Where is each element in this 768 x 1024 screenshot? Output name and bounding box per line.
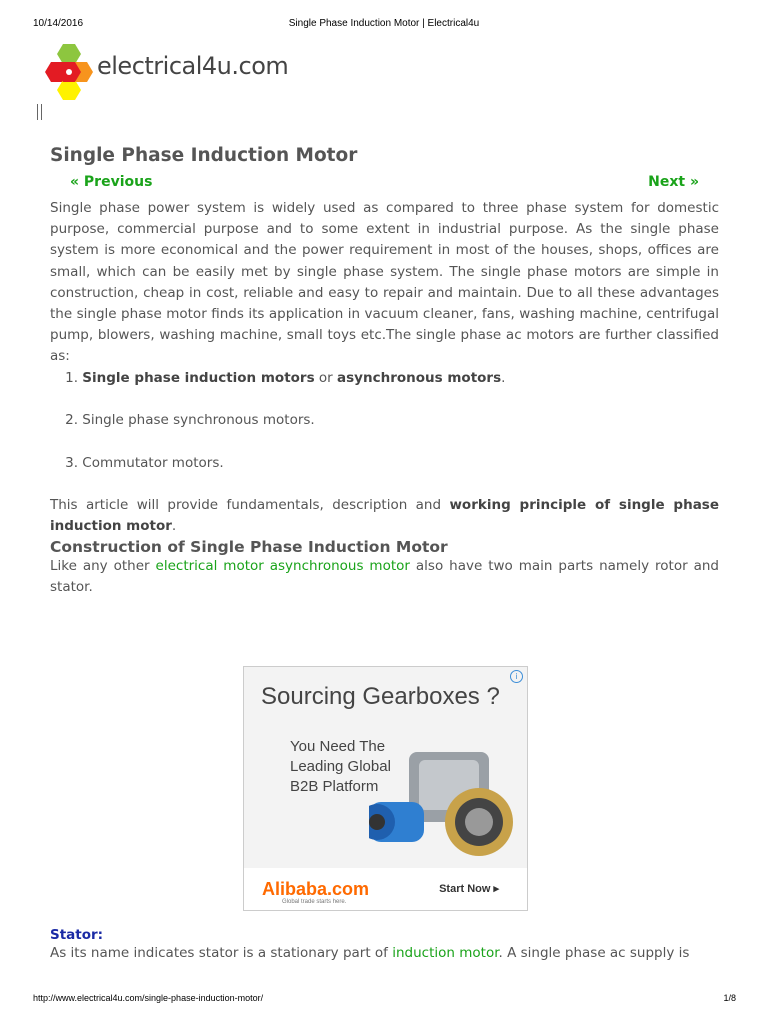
stator-section <box>50 927 719 964</box>
paragraph-text: This article will provide fundamentals, description and <box>50 497 450 514</box>
print-page-title: Single Phase Induction Motor | Electrical4u <box>288 18 480 29</box>
construction-paragraph <box>50 556 719 598</box>
logo-hexagon-icon <box>45 42 101 100</box>
stator-paragraph <box>50 943 719 964</box>
article-nav <box>50 174 719 196</box>
article-title: Single Phase Induction Motor <box>50 145 358 166</box>
ad-brand-sub: Global trade starts here. <box>282 899 347 905</box>
alibaba-logo <box>262 879 370 905</box>
paragraph-text: . <box>171 518 177 535</box>
paragraph-text: . A single phase ac supply is <box>498 945 690 961</box>
start-now-button[interactable]: Start Now ▸ <box>439 883 499 895</box>
paragraph-bold: working principle of single phase induction motor <box>50 497 719 535</box>
site-logo[interactable] <box>45 42 305 100</box>
motor-link[interactable]: electrical motor asynchronous motor <box>155 557 410 574</box>
list-text: . <box>501 369 506 386</box>
list-item <box>50 410 719 453</box>
ad-footer-strip <box>244 868 527 910</box>
ad-brand: Alibaba.com <box>262 879 370 899</box>
ad-headline: Sourcing Gearboxes ? <box>261 683 500 710</box>
stator-heading: Stator: <box>50 927 104 943</box>
article-content <box>50 145 719 598</box>
ad-tagline-line: Leading Global <box>290 758 391 775</box>
construction-heading: Construction of Single Phase Induction Motor <box>50 537 448 556</box>
motor-types-list <box>50 368 719 496</box>
gearbox-image <box>369 742 519 867</box>
logo-text: electrical4u.com <box>97 52 289 80</box>
print-url: http://www.electrical4u.com/single-phase-induction-motor/ <box>33 993 264 1003</box>
induction-motor-link[interactable]: induction motor <box>392 945 499 961</box>
list-bold: asynchronous motors <box>337 369 502 386</box>
article-paragraph <box>50 495 719 537</box>
advertisement[interactable] <box>243 666 528 911</box>
ad-tagline-line: You Need The <box>290 738 386 755</box>
list-item <box>50 368 719 411</box>
list-number: 2. <box>65 412 78 429</box>
list-text: Single phase synchronous motors. <box>82 412 315 429</box>
paragraph-text: also have two main parts namely rotor and stator. <box>50 557 719 595</box>
list-text: or <box>314 369 338 386</box>
paragraph-text: As its name indicates stator is a stationary part of <box>50 945 393 961</box>
list-bold: Single phase induction motors <box>82 369 315 386</box>
list-number: 3. <box>65 454 78 471</box>
text-cursor <box>37 104 42 120</box>
previous-link[interactable]: « Previous <box>70 174 153 190</box>
print-date: 10/14/2016 <box>33 18 84 29</box>
list-number: 1. <box>65 369 78 386</box>
list-text: Commutator motors. <box>82 454 224 471</box>
info-icon[interactable]: i <box>510 670 523 683</box>
intro-paragraph: Single phase power system is widely used as compared to three phase system for domestic purpose, commercial purpose and to some extent in industrial purpose. As the single phase system is more economical and the power requirement in most of the houses, shops, offices are small, which can be easily met by single phase system. The single phase motors are simple in construction, cheap in cost, reliable and easy to repair and maintain. Due to all these advantages the single phase motor finds its application in vacuum cleaner, fans, washing machine, centrifugal pump, blowers, washing machine, small toys etc.The single phase ac motors are further classified as: <box>50 200 719 365</box>
paragraph-text: Like any other <box>50 557 156 574</box>
list-item <box>50 453 719 496</box>
page-number: 1/8 <box>723 993 736 1003</box>
ad-tagline-line: B2B Platform <box>290 778 379 795</box>
next-link[interactable]: Next » <box>648 174 699 190</box>
